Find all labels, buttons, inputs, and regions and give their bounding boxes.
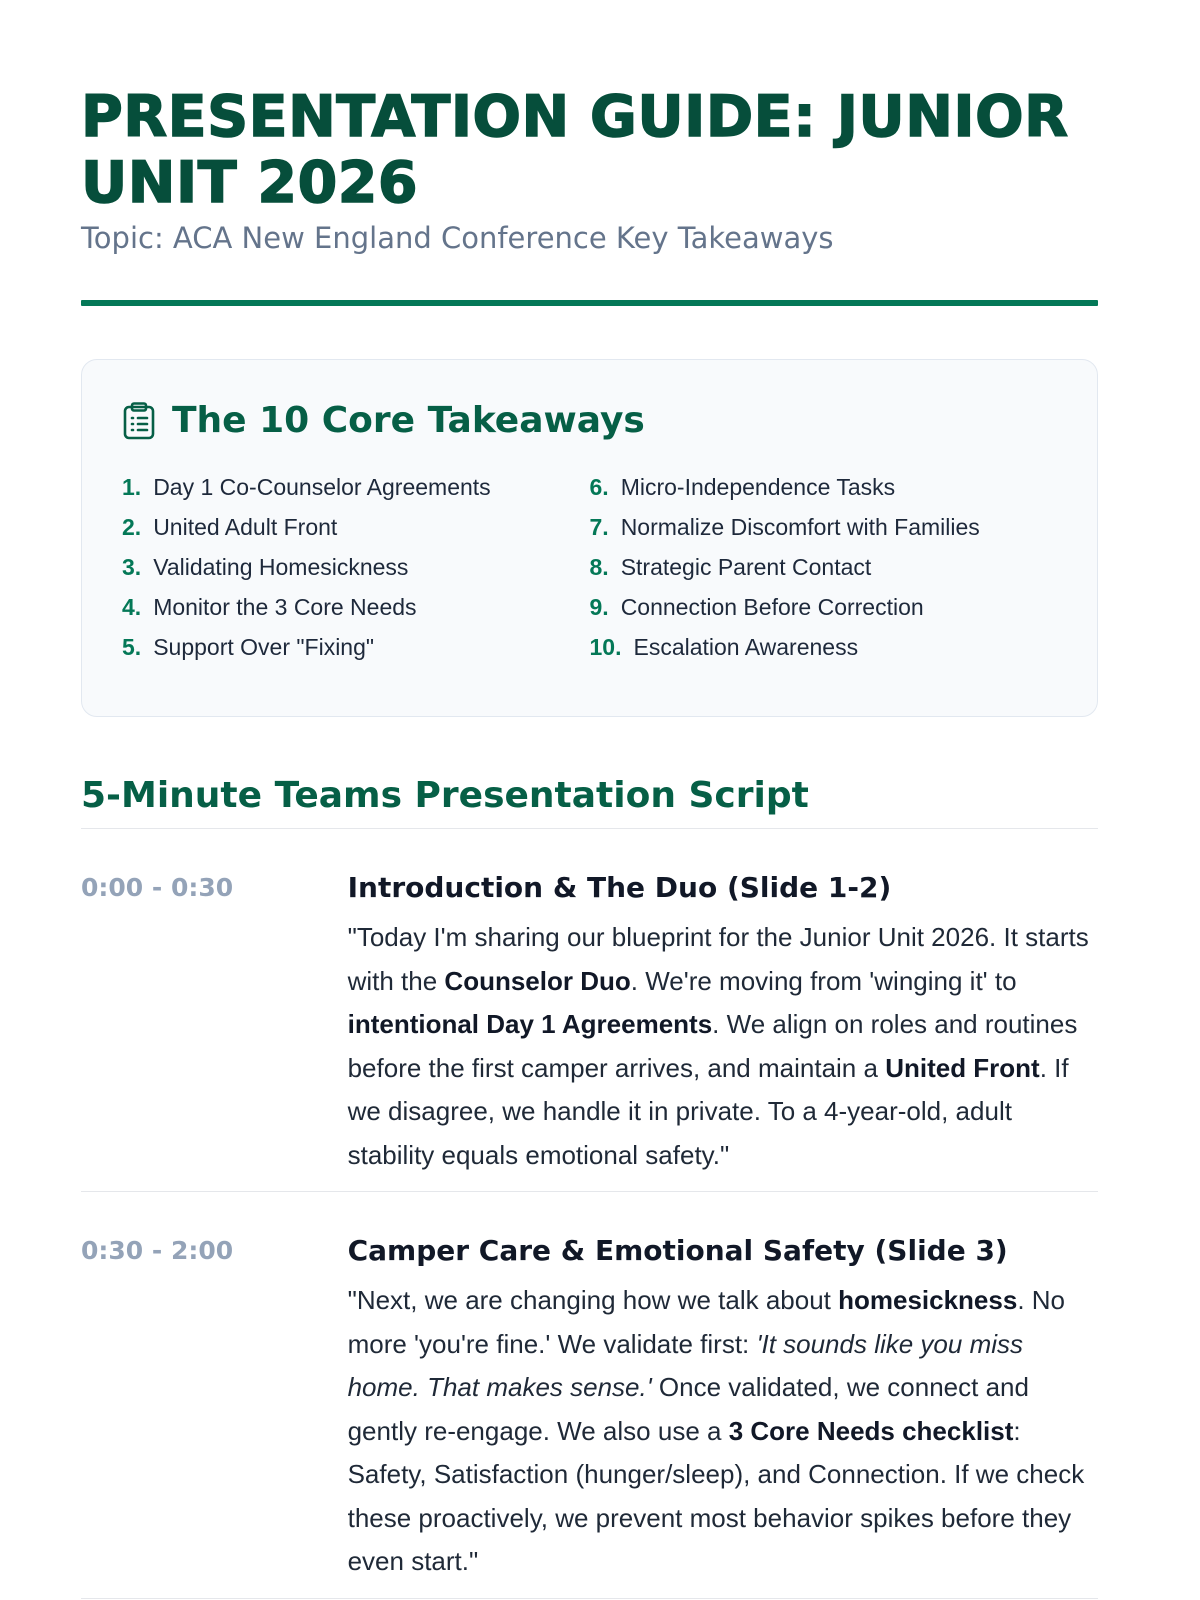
takeaway-number: 3. — [122, 554, 142, 580]
takeaway-item — [590, 627, 1058, 667]
takeaway-label: United Adult Front — [153, 514, 338, 540]
script-segment — [81, 829, 1098, 1192]
script-text: "Next, we are changing how we talk about — [347, 1285, 839, 1315]
emphasis-bold: United Front — [885, 1052, 1040, 1083]
script-text: "Today I'm sharing our blueprint for the Junior Unit 2026. It starts with the — [347, 922, 1089, 996]
emphasis-bold: homesickness — [838, 1285, 1018, 1315]
takeaway-label: Escalation Awareness — [633, 634, 859, 660]
takeaway-number: 1. — [122, 474, 142, 500]
takeaway-number: 2. — [122, 514, 142, 540]
takeaway-label: Micro-Independence Tasks — [620, 474, 896, 500]
takeaway-number: 9. — [589, 594, 609, 620]
takeaways-card — [81, 359, 1098, 717]
takeaway-label: Validating Homesickness — [153, 554, 409, 580]
script-text: . If we disagree, we handle it in private. To a 4-year-old, adult stability equals emotional safety." — [347, 1052, 1069, 1170]
takeaway-item — [590, 467, 1058, 507]
script-section-title: 5-Minute Teams Presentation Script — [81, 775, 1098, 829]
takeaway-item — [122, 547, 590, 587]
takeaway-number: 7. — [589, 514, 609, 540]
takeaways-columns — [122, 467, 1057, 667]
takeaway-label: Support Over "Fixing" — [153, 634, 375, 660]
emphasis-bold: intentional Day 1 Agreements — [347, 1009, 713, 1039]
takeaway-number: 10. — [589, 634, 622, 660]
takeaway-item — [122, 507, 590, 547]
takeaways-list-left — [122, 467, 590, 667]
takeaway-label: Monitor the 3 Core Needs — [153, 594, 417, 620]
takeaway-label: Normalize Discomfort with Families — [620, 514, 980, 540]
takeaway-label: Day 1 Co-Counselor Agreements — [153, 474, 491, 500]
takeaways-header — [122, 400, 1057, 441]
segment-time: 0:00 - 0:30 — [81, 873, 234, 902]
takeaway-item — [590, 547, 1058, 587]
script-segment — [81, 1192, 1098, 1599]
segment-content — [348, 1222, 1098, 1584]
takeaway-number: 4. — [122, 594, 142, 620]
takeaway-number: 6. — [589, 474, 609, 500]
script-text: . No more 'you're fine.' We validate first: — [347, 1285, 1066, 1359]
emphasis-bold: Counselor Duo — [444, 965, 631, 996]
emphasis-italic: 'It sounds like you miss home. That makes sense.' — [347, 1328, 1024, 1402]
takeaway-number: 8. — [589, 554, 609, 580]
header-divider — [81, 300, 1098, 306]
emphasis-bold: 3 Core Needs checklist — [728, 1415, 1014, 1446]
script-text: Once validated, we connect and gently re-engage. We also use a — [347, 1372, 1029, 1446]
script-text: . We're moving from 'winging it' to — [630, 965, 1017, 996]
takeaway-item — [122, 627, 590, 667]
script-text: : Safety, Satisfaction (hunger/sleep), and Connection. If we check these proactively, we prevent most behavior spikes before they even start." — [347, 1415, 1085, 1576]
takeaway-label: Connection Before Correction — [620, 594, 924, 620]
segment-title: Introduction & The Duo (Slide 1-2) — [347, 871, 892, 904]
takeaway-item — [122, 467, 590, 507]
segment-title: Camper Care & Emotional Safety (Slide 3) — [347, 1234, 1008, 1267]
takeaway-number: 5. — [122, 634, 142, 660]
segment-script — [348, 1279, 1098, 1584]
clipboard-list-icon — [122, 402, 156, 440]
takeaway-item — [122, 587, 590, 627]
segment-script — [348, 916, 1098, 1177]
takeaway-label: Strategic Parent Contact — [620, 554, 872, 580]
takeaway-item — [590, 507, 1058, 547]
page-subtitle: Topic: ACA New England Conference Key Takeaways — [81, 221, 834, 255]
page-title: PRESENTATION GUIDE: JUNIOR UNIT 2026 — [81, 84, 1069, 216]
script-section — [81, 775, 1098, 1599]
script-text: . We align on roles and routines before the first camper arrives, and maintain a — [347, 1009, 1078, 1083]
takeaway-item — [590, 587, 1058, 627]
page-header — [81, 0, 1098, 306]
segment-time: 0:30 - 2:00 — [81, 1236, 234, 1265]
takeaways-list-right — [590, 467, 1058, 667]
takeaways-title: The 10 Core Takeaways — [172, 400, 645, 441]
segment-content — [348, 859, 1098, 1177]
